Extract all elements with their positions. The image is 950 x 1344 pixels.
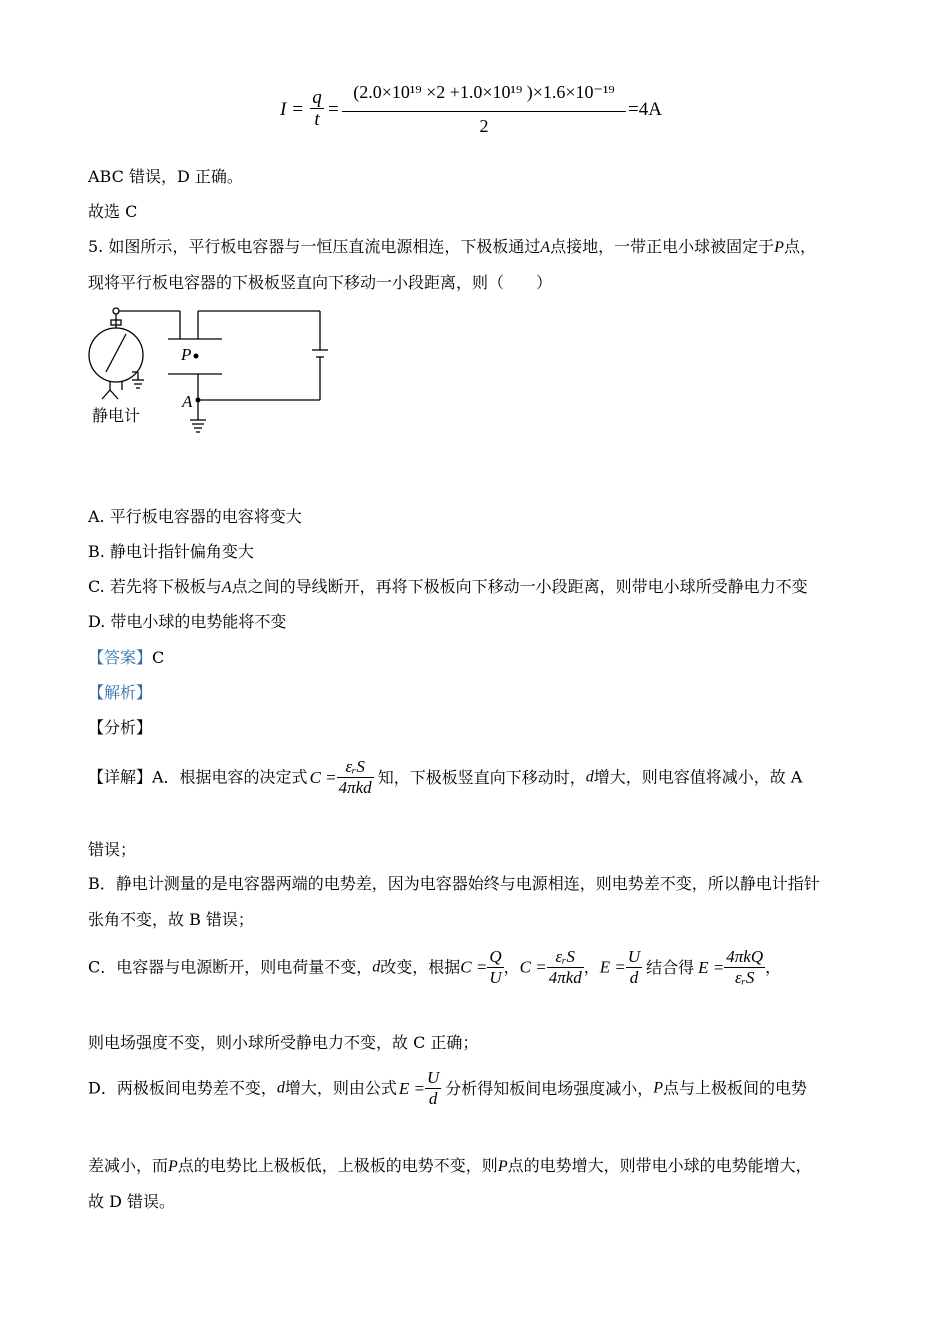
formula-lhs: I = (280, 99, 304, 120)
detail-d-line-3: 故 D 错误。 (88, 1192, 176, 1211)
detail-b-line-2: 张角不变，故 B 错误； (88, 910, 254, 929)
point-a-label: A (182, 392, 193, 411)
formula-q-over-t: q t (310, 88, 324, 131)
detail-c-line-2: 则电场强度不变，则小球所受静电力不变，故 C 正确； (88, 1033, 479, 1052)
detail-a-wrong: 错误； (88, 840, 137, 859)
detail-d-line-2: 差减小，而P点的电势比上极板低，上极板的电势不变，则P点的电势增大，则带电小球的电势能增大， (88, 1156, 812, 1175)
electrometer-label: 静电计 (92, 406, 141, 425)
detail-a-line: 【详解】A．根据电容的决定式 C = $\frac{\text{εᵣS}}{\text{4πkd}}$ 知，下极板竖直向下移动时，d增大，则电容值将减小，故 A (88, 757, 803, 797)
formula-numerator: (2.0×10¹⁹ ×2 +1.0×10¹⁹ )×1.6×10⁻¹⁹ (353, 82, 615, 102)
formula-e-result: $\frac{\text{4πkQ}}{\text{εᵣS}}$ (726, 947, 764, 987)
option-d: D. 带电小球的电势能将不变 (88, 612, 287, 631)
detail-d-line-1: D．两极板间电势差不变，d增大，则由公式 E = $\frac{U}{d}$ 分析得知板间电场强度减小，P点与上极板间的电势 (88, 1068, 808, 1108)
option-c: C. 若先将下极板与A点之间的导线断开，再将下极板向下移动一小段距离，则带电小球所受静电力不变 (88, 577, 808, 596)
formula-eq: = (328, 99, 339, 120)
capacitance-formula-a: $\frac{\text{εᵣS}}{\text{4πkd}}$ (338, 757, 372, 797)
formula-u-over-d: $\frac{U}{d}$ (627, 947, 641, 987)
capacitance-formula-c: $\frac{\text{εᵣS}}{\text{4πkd}}$ (548, 947, 582, 987)
formula-denominator: 2 (479, 116, 489, 136)
formula-q-over-u: $\frac{Q}{U}$ (489, 947, 502, 987)
choose-c-line: 故选 C (88, 202, 138, 221)
formula-bar (342, 111, 626, 112)
answer-value: C (152, 648, 165, 667)
question-5-line-2: 现将平行板电容器的下极板竖直向下移动一小段距离，则（ ） (88, 273, 553, 292)
fenxi-tag: 【分析】 (88, 718, 153, 737)
formula-e-u-over-d: $\frac{U}{d}$ (426, 1068, 440, 1108)
answer-line (88, 647, 164, 669)
analysis-tag: 【解析】 (88, 683, 153, 702)
formula-result: =4A (628, 99, 662, 120)
detail-b-line-1: B．静电计测量的是电容器两端的电势差，因为电容器始终与电源相连，则电势差不变，所以静电计指针 (88, 874, 820, 893)
option-a: A. 平行板电容器的电容将变大 (88, 507, 302, 526)
detail-c-line: C．电容器与电源断开，则电荷量不变，d改变，根据C = $\frac{Q}{U}$ ，C = $\frac{\text{εᵣS}}{\text{4πkd}}$ ，E = $\frac{U}{d}$ 结合得 E = $\frac{\text{4πkQ}}{\text{εᵣS}}$ ， (88, 947, 782, 987)
answer-tag: 【答案】 (88, 648, 153, 667)
point-p-label: P (181, 345, 192, 364)
option-b: B. 静电计指针偏角变大 (88, 542, 254, 561)
question-5-line-1: 5. 如图所示，平行板电容器与一恒压直流电源相连，下极板通过A点接地，一带正电小球被固定于P点， (88, 237, 816, 256)
abc-wrong-line: ABC 错误，D 正确。 (88, 167, 243, 186)
electrometer-circle (89, 328, 143, 382)
circuit-diagram (80, 302, 340, 442)
